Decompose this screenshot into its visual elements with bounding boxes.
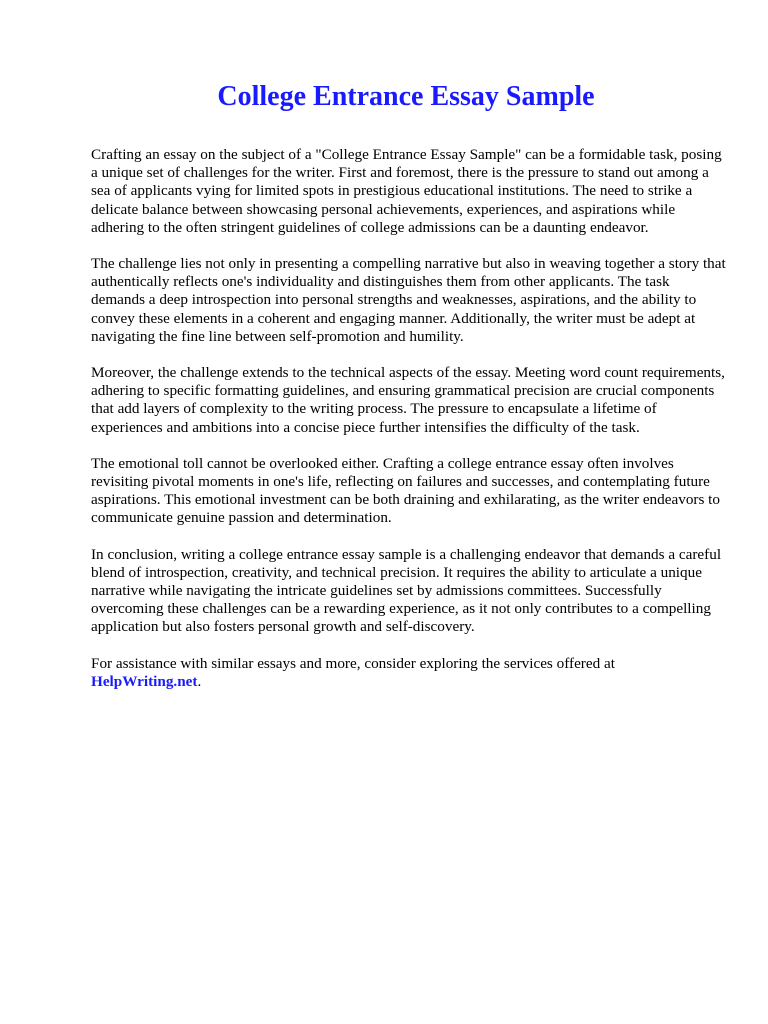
paragraph-3: Moreover, the challenge extends to the technical aspects of the essay. Meeting word count requirements, adhering to specific formatting guidelines, and ensuring grammatical precision are crucial components that add layers of complexity to the writing process. The pressure to encapsulate a lifetime of experiences and ambitions into a concise piece further intensifies the difficulty of the task. (91, 364, 725, 436)
closing-text: For assistance with similar essays and more, consider exploring the services offered at (91, 654, 615, 672)
paragraph-2: The challenge lies not only in presenting a compelling narrative but also in weaving together a story that authentically reflects one's individuality and distinguishes them from other applicants. The task demands a deep introspection into personal strengths and weaknesses, aspirations, and the ability to convey these elements in a coherent and engaging manner. Additionally, the writer must be adept at navigating the fine line between self-promotion and humility. (91, 255, 726, 345)
paragraph-5: In conclusion, writing a college entrance essay sample is a challenging endeavor that demands a careful blend of introspection, creativity, and technical precision. It requires the ability to articulate a unique narrative while navigating the intricate guidelines set by admissions committees. Successfully overcoming these challenges can be a rewarding experience, as it not only contributes to a compelling application but also fosters personal growth and self-discovery. (91, 545, 722, 636)
document-title: College Entrance Essay Sample (217, 81, 595, 112)
closing-paragraph (91, 655, 727, 691)
document-body (91, 146, 727, 709)
paragraph-1: Crafting an essay on the subject of a "College Entrance Essay Sample" can be a formidable task, posing a unique set of challenges for the writer. First and foremost, there is the pressure to stand out among a sea of applicants vying for limited spots in prestigious educational institutions. The need to strike a delicate balance between showcasing personal achievements, experiences, and aspirations while adhering to the often stringent guidelines of college admissions can be a daunting endeavor. (91, 146, 722, 236)
helpwriting-link[interactable]: HelpWriting.net (91, 672, 198, 690)
closing-period: . (197, 672, 202, 690)
paragraph-4: The emotional toll cannot be overlooked either. Crafting a college entrance essay often involves revisiting pivotal moments in one's life, reflecting on failures and successes, and contemplating future aspirations. This emotional investment can be both draining and exhilarating, as the writer endeavors to communicate genuine passion and determination. (91, 454, 720, 527)
